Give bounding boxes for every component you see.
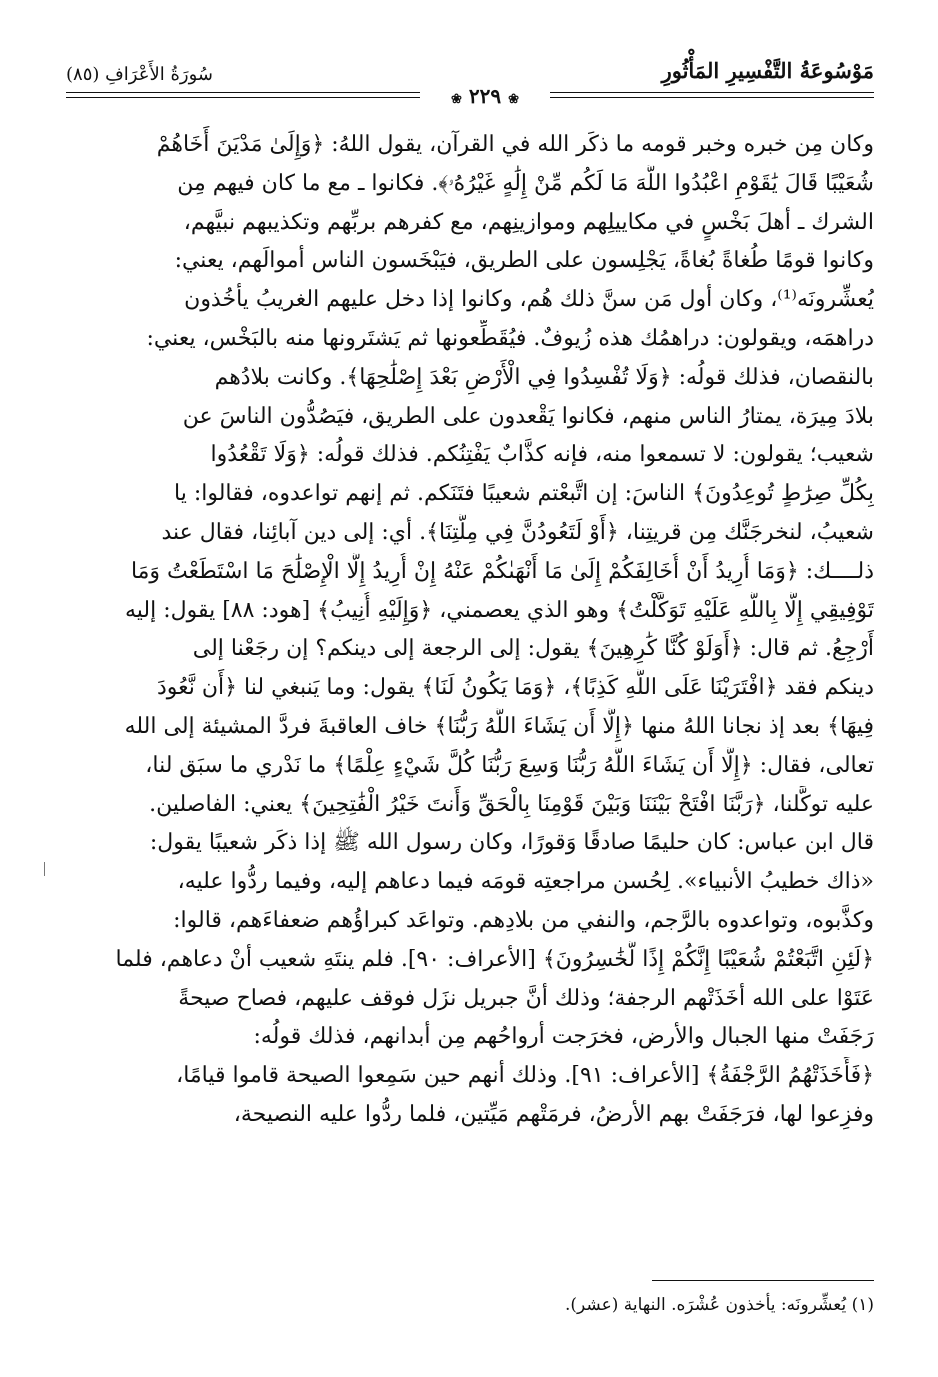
- ornament-right-icon: ❀: [508, 92, 519, 107]
- text-line: بِكُلِّ صِرَٰطٍ تُوعِدُونَ﴾ الناسَ: إن اتَّبعْتم شعيبًا فتَنَكم. ثم إنهم تواعدوه، فقالوا: يا: [174, 481, 874, 507]
- footnote-rule: [652, 1280, 874, 1281]
- text-line: ﴿لَئِنِ اتَّبَعْتُمْ شُعَيْبًا إِنَّكُمْ إِذًا لَّخَٰسِرُونَ﴾ [الأعراف: ٩٠]. فلم ينتَهِ شعيب أنْ دعاهم، فلما: [115, 946, 874, 972]
- text-line: الشرك ـ أهلَ بَخْسٍ في مكاييلِهم وموازينِهم، مع كفرهم بربِّهم وتكذيبهم نبيَّهم،: [183, 209, 874, 235]
- text-line: عَتَوْا على الله أخَذَتْهم الرجفة؛ وذلك أنَّ جبريل نزَل فوقف عليهم، فصاح صيحةً: [178, 985, 874, 1011]
- text-line: وكان مِن خبره وخبر قومه ما ذكَر الله في القرآن، يقول اللهُ: ﴿وَإِلَىٰ مَدْيَنَ أَخَاهُمْ: [156, 132, 874, 157]
- text-line: «ذاك خطيبُ الأنبياء». لِحُسن مراجعتِه قومَه فيما دعاهم إليه، وفيما ردُّوا عليه،: [177, 869, 874, 895]
- text-line: دراهمَه، ويقولون: دراهمُك هذه زُيوفٌ. فيُقَطِّعونها ثم يَشتَرونها منه بالبَخْس، يعني:: [146, 325, 874, 351]
- text-line: وفزِعوا لها، فرَجَفَتْ بهم الأرضُ، فرمَتْهم مَيِّتين، فلما ردُّوا عليه النصيحة،: [233, 1101, 874, 1127]
- text-line: ﴿فَأَخَذَتْهُمُ الرَّجْفَةُ﴾ [الأعراف: ٩١]. وذلك أنهم حين سَمِعوا الصيحة قاموا قيامًا،: [176, 1063, 874, 1089]
- text-line: يُعشِّرونَه⁽¹⁾، وكان أول مَن سنَّ ذلك هُم، وكانوا إذا دخل عليهم الغريبُ يأخُذون: [184, 287, 874, 313]
- text-line: رَجَفَتْ منها الجبال والأرض، فخرَجت أرواحُهم مِن أبدانهم، فذلك قولُه:: [253, 1024, 874, 1050]
- text-line: بالنقصان، فذلك قولُه: ﴿وَلَا تُفْسِدُوا فِي الْأَرْضِ بَعْدَ إِصْلَٰحِهَا﴾. وكانت بلادُهم: [214, 364, 874, 390]
- text-line: شُعَيْبًا قَالَ يَٰقَوْمِ اعْبُدُوا اللَّهَ مَا لَكُم مِّنْ إِلَٰهٍ غَيْرُهُۥ﴾. فكانوا ـ مع ما كان فيهم مِن: [177, 170, 874, 196]
- text-line: وكذَّبوه، وتواعدوه بالرَّجم، والنفي من بلادِهم. وتواعَد كبراؤُهم ضعفاءَهم، قالوا:: [173, 907, 874, 933]
- text-line: تَوْفِيقِي إِلَّا بِاللَّهِ عَلَيْهِ تَوَكَّلْتُ﴾ وهو الذي يعصمني، ﴿وَإِلَيْهِ أُنِيبُ﴾ [هود: ٨٨] يقول: إليه: [124, 597, 874, 623]
- page-number: ٢٢٩: [468, 84, 502, 108]
- page-number-box: [420, 83, 550, 109]
- body-text: [66, 126, 874, 1135]
- text-line: تعالى، فقال: ﴿إِلَّا أَن يَشَاءَ اللَّهُ رَبُّنَا وَسِعَ رَبُّنَا كُلَّ شَيْءٍ عِلْمًا﴾ ما نَدْري ما سبَق لنا،: [145, 752, 874, 778]
- text-line: شعيبُ، لنخرجَنَّك مِن قريتِنا، ﴿أَوْ لَتَعُودُنَّ فِي مِلَّتِنَا﴾. أي: إلى دين آبائِنا، فقال عند: [161, 519, 874, 545]
- text-line: عليه توكَّلنا، ﴿رَبَّنَا افْتَحْ بَيْنَنَا وَبَيْنَ قَوْمِنَا بِالْحَقِّ وَأَنتَ خَيْرُ الْفَٰتِحِينَ﴾ يعني: الفاصلين.: [149, 791, 874, 817]
- text-line: وكانوا قومًا طُغاةً بُغاةً، يَجْلِسون على الطريق، فيَبْخَسون الناس أموالَهم، يعني:: [174, 248, 874, 274]
- text-line: قال ابن عباس: كان حليمًا صادقًا وَقورًا، وكان رسول الله ﷺ إذا ذكَر شعيبًا يقول:: [149, 830, 874, 856]
- text-line: شعيب؛ يقولون: لا تسمعوا منه، فإنه كذَّابٌ يَفْتِنُكم. فذلك قولُه: ﴿وَلَا تَقْعُدُوا: [210, 442, 874, 468]
- text-line: فِيهَا﴾ بعد إذ نجانا اللهُ منها ﴿إِلَّا أَن يَشَاءَ اللَّهُ رَبُّنَا﴾ خاف العاقبةَ فردَّ المشيئة إلى الله: [124, 713, 874, 739]
- text-line: ذلــــك: ﴿وَمَا أُرِيدُ أَنْ أُخَالِفَكُمْ إِلَىٰ مَا أَنْهَىٰكُمْ عَنْهُ إِنْ أُرِيدُ إِلَّا الْإِصْلَٰحَ مَا اسْتَطَعْتُ وَمَا: [130, 558, 874, 584]
- surah-label: سُورَةُ الأَعْرَافِ (٨٥): [66, 64, 213, 85]
- margin-mark: [44, 862, 45, 876]
- ornament-left-icon: ❀: [451, 92, 462, 107]
- book-title: مَوْسُوعَةُ التَّفْسِيرِ المَأْثُورِ: [661, 58, 874, 83]
- running-header: [66, 58, 874, 110]
- footnote: (١) يُعشِّرونَه: يأخذون عُشْرَه. النهاية (عشر).: [565, 1295, 874, 1315]
- text-line: بلادَ مِيرَة، يمتارُ الناس منهم، فكانوا يَقْعدون على الطريق، فيَصُدُّون الناسَ عن: [182, 403, 874, 429]
- text-line: أَرْجِعُ. ثم قال: ﴿أَوَلَوْ كُنَّا كَٰرِهِينَ﴾ يقول: إلى الرجعة إلى دينكم؟ إن رجَعْنا إلى: [192, 636, 874, 662]
- text-line: دينكم فقد ﴿افْتَرَيْنَا عَلَى اللَّهِ كَذِبًا﴾، ﴿وَمَا يَكُونُ لَنَا﴾ يقول: وما يَنبغي لنا ﴿أَن نَّعُودَ: [157, 675, 874, 701]
